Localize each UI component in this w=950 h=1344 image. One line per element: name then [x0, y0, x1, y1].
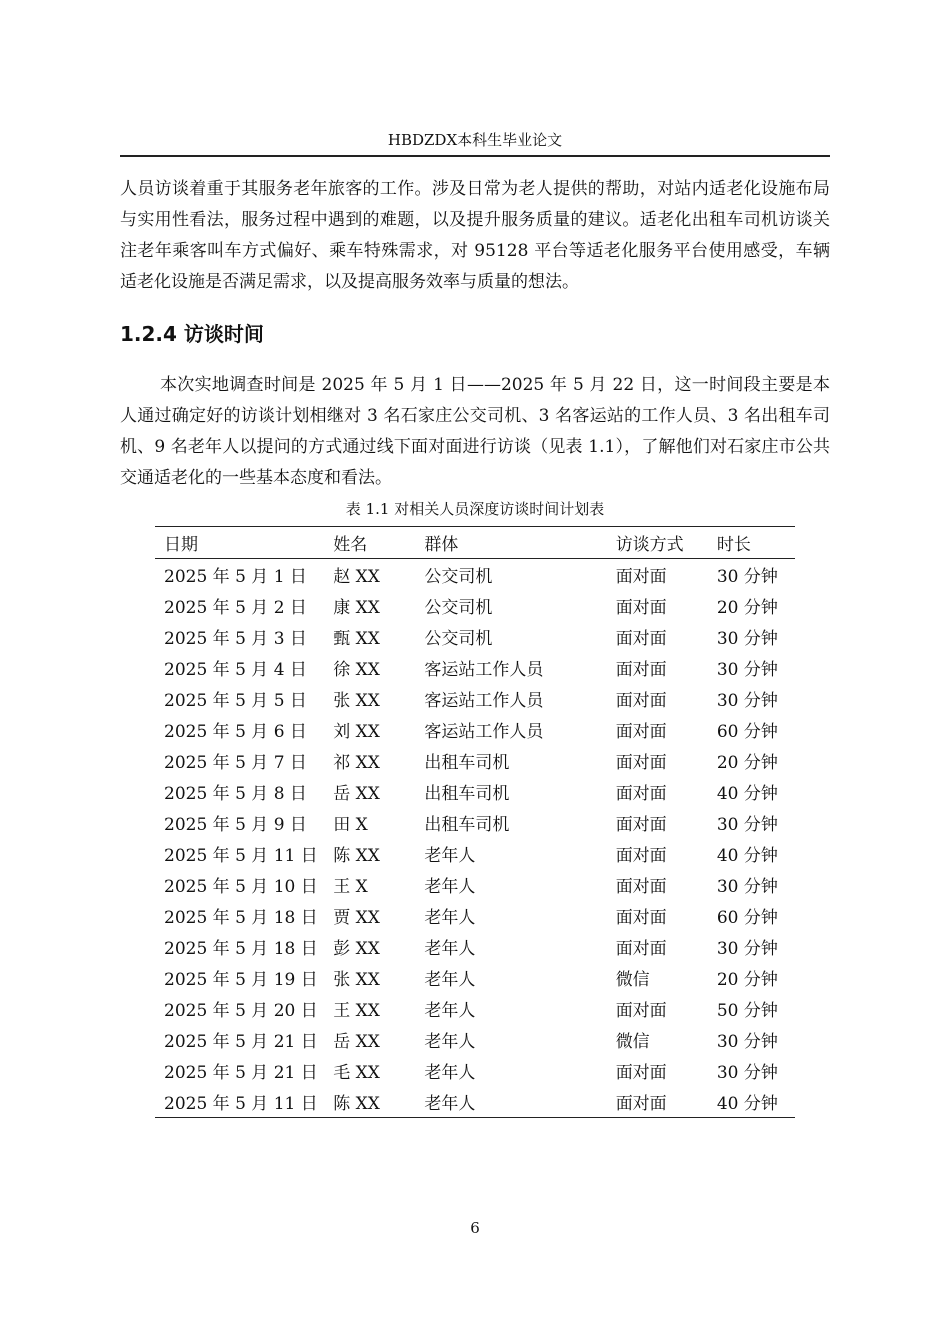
interview-schedule-table	[155, 526, 795, 1118]
column-header-duration: 时长	[716, 535, 751, 555]
table-row	[155, 807, 795, 838]
cell-method: 面对面	[615, 877, 667, 897]
cell-group: 出租车司机	[424, 753, 510, 773]
table-row	[155, 993, 795, 1024]
survey-paragraph: 本次实地调查时间是 2025 年 5 月 1 日——2025 年 5 月 22 日，这一时间段主要是本人通过确定好的访谈计划相继对 3 名石家庄公交司机、3 名客运站的工作人员、3 名出租车司机、9 名老年人以提问的方式通过线下面对面进行访谈（见表 1.1），了解他们对石家庄市公共交通适老化的一些基本态度和看法。	[120, 375, 830, 488]
cell-name: 彭 XX	[333, 939, 380, 959]
table-head	[155, 527, 795, 559]
table-row	[155, 776, 795, 807]
cell-date: 2025 年 5 月 19 日	[164, 970, 318, 990]
cell-group: 老年人	[424, 1032, 476, 1052]
cell-name: 康 XX	[333, 598, 380, 618]
cell-method: 面对面	[615, 846, 667, 866]
cell-method: 面对面	[615, 567, 667, 587]
cell-name: 王 XX	[333, 1001, 380, 1021]
cell-date: 2025 年 5 月 1 日	[164, 567, 307, 587]
cell-method: 面对面	[615, 815, 667, 835]
table-row	[155, 745, 795, 776]
cell-date: 2025 年 5 月 7 日	[164, 753, 307, 773]
cell-name: 岳 XX	[333, 1032, 380, 1052]
table-row	[155, 962, 795, 993]
interview-schedule-table-wrap	[155, 526, 795, 1118]
cell-name: 岳 XX	[333, 784, 380, 804]
page-number: 6	[470, 1219, 480, 1237]
cell-duration: 50 分钟	[716, 1001, 778, 1021]
cell-date: 2025 年 5 月 9 日	[164, 815, 307, 835]
cell-duration: 20 分钟	[716, 598, 778, 618]
cell-duration: 20 分钟	[716, 753, 778, 773]
cell-group: 客运站工作人员	[424, 660, 544, 680]
table-body	[155, 559, 795, 1118]
intro-paragraph: 人员访谈着重于其服务老年旅客的工作。涉及日常为老人提供的帮助，对站内适老化设施布局与实用性看法，服务过程中遇到的难题，以及提升服务质量的建议。适老化出租车司机访谈关注老年乘客叫车方式偏好、乘车特殊需求，对 95128 平台等适老化服务平台使用感受，车辆适老化设施是否满足需求，以及提高服务效率与质量的想法。	[120, 179, 830, 292]
cell-date: 2025 年 5 月 10 日	[164, 877, 318, 897]
cell-duration: 30 分钟	[716, 629, 778, 649]
column-header-date: 日期	[164, 535, 198, 555]
cell-name: 贾 XX	[333, 908, 380, 928]
column-header-name: 姓名	[333, 535, 368, 555]
cell-duration: 30 分钟	[716, 1032, 778, 1052]
table-row	[155, 1055, 795, 1086]
cell-name: 田 X	[333, 815, 368, 835]
cell-duration: 40 分钟	[716, 846, 778, 866]
cell-group: 出租车司机	[424, 815, 510, 835]
cell-group: 公交司机	[424, 598, 493, 618]
cell-duration: 30 分钟	[716, 660, 778, 680]
table-row	[155, 1086, 795, 1118]
cell-group: 老年人	[424, 1001, 476, 1021]
cell-method: 微信	[615, 970, 650, 990]
cell-method: 面对面	[615, 598, 667, 618]
cell-date: 2025 年 5 月 8 日	[164, 784, 307, 804]
table-row	[155, 652, 795, 683]
table-row	[155, 1024, 795, 1055]
table-row	[155, 559, 795, 591]
cell-duration: 20 分钟	[716, 970, 778, 990]
cell-duration: 30 分钟	[716, 939, 778, 959]
column-header-group: 群体	[424, 535, 459, 555]
cell-group: 老年人	[424, 908, 476, 928]
table-row	[155, 590, 795, 621]
cell-duration: 30 分钟	[716, 1063, 778, 1083]
cell-date: 2025 年 5 月 6 日	[164, 722, 307, 742]
running-header: HBDZDX本科生毕业论文	[387, 131, 563, 149]
table-header-row	[155, 527, 795, 559]
cell-name: 甄 XX	[333, 629, 380, 649]
cell-group: 客运站工作人员	[424, 691, 544, 711]
cell-group: 老年人	[424, 939, 476, 959]
cell-duration: 30 分钟	[716, 691, 778, 711]
cell-method: 面对面	[615, 784, 667, 804]
table-caption: 表 1.1 对相关人员深度访谈时间计划表	[345, 500, 605, 518]
cell-group: 老年人	[424, 877, 476, 897]
cell-date: 2025 年 5 月 21 日	[164, 1063, 318, 1083]
cell-group: 老年人	[424, 846, 476, 866]
table-row	[155, 869, 795, 900]
cell-group: 公交司机	[424, 629, 493, 649]
cell-duration: 30 分钟	[716, 815, 778, 835]
table-row	[155, 714, 795, 745]
cell-duration: 60 分钟	[716, 908, 778, 928]
cell-name: 徐 XX	[333, 660, 380, 680]
cell-method: 面对面	[615, 660, 667, 680]
cell-group: 老年人	[424, 970, 476, 990]
cell-duration: 60 分钟	[716, 722, 778, 742]
cell-date: 2025 年 5 月 3 日	[164, 629, 307, 649]
table-row	[155, 900, 795, 931]
cell-duration: 40 分钟	[716, 1094, 778, 1114]
cell-date: 2025 年 5 月 20 日	[164, 1001, 318, 1021]
cell-date: 2025 年 5 月 11 日	[164, 1094, 318, 1114]
cell-method: 面对面	[615, 691, 667, 711]
cell-group: 出租车司机	[424, 784, 510, 804]
cell-group: 老年人	[424, 1094, 476, 1114]
cell-date: 2025 年 5 月 18 日	[164, 939, 318, 959]
cell-name: 陈 XX	[333, 1094, 380, 1114]
cell-method: 面对面	[615, 753, 667, 773]
cell-name: 王 X	[333, 877, 368, 897]
cell-method: 微信	[615, 1032, 650, 1052]
cell-duration: 30 分钟	[716, 877, 778, 897]
cell-method: 面对面	[615, 1063, 667, 1083]
section-heading: 1.2.4 访谈时间	[120, 322, 264, 346]
cell-date: 2025 年 5 月 21 日	[164, 1032, 318, 1052]
cell-date: 2025 年 5 月 18 日	[164, 908, 318, 928]
cell-name: 陈 XX	[333, 846, 380, 866]
column-header-method: 访谈方式	[615, 535, 684, 555]
cell-name: 祁 XX	[333, 753, 380, 773]
cell-name: 张 XX	[333, 691, 380, 711]
cell-method: 面对面	[615, 722, 667, 742]
cell-method: 面对面	[615, 1094, 667, 1114]
cell-method: 面对面	[615, 908, 667, 928]
cell-group: 公交司机	[424, 567, 493, 587]
cell-date: 2025 年 5 月 5 日	[164, 691, 307, 711]
cell-name: 赵 XX	[333, 567, 380, 587]
table-row	[155, 683, 795, 714]
cell-method: 面对面	[615, 629, 667, 649]
table-row	[155, 838, 795, 869]
cell-group: 客运站工作人员	[424, 722, 544, 742]
cell-duration: 30 分钟	[716, 567, 778, 587]
header-rule	[120, 155, 830, 157]
cell-name: 张 XX	[333, 970, 380, 990]
table-row	[155, 931, 795, 962]
cell-date: 2025 年 5 月 2 日	[164, 598, 307, 618]
cell-method: 面对面	[615, 1001, 667, 1021]
cell-method: 面对面	[615, 939, 667, 959]
table-row	[155, 621, 795, 652]
cell-date: 2025 年 5 月 4 日	[164, 660, 307, 680]
cell-group: 老年人	[424, 1063, 476, 1083]
cell-name: 毛 XX	[333, 1063, 380, 1083]
cell-date: 2025 年 5 月 11 日	[164, 846, 318, 866]
cell-name: 刘 XX	[333, 722, 380, 742]
cell-duration: 40 分钟	[716, 784, 778, 804]
